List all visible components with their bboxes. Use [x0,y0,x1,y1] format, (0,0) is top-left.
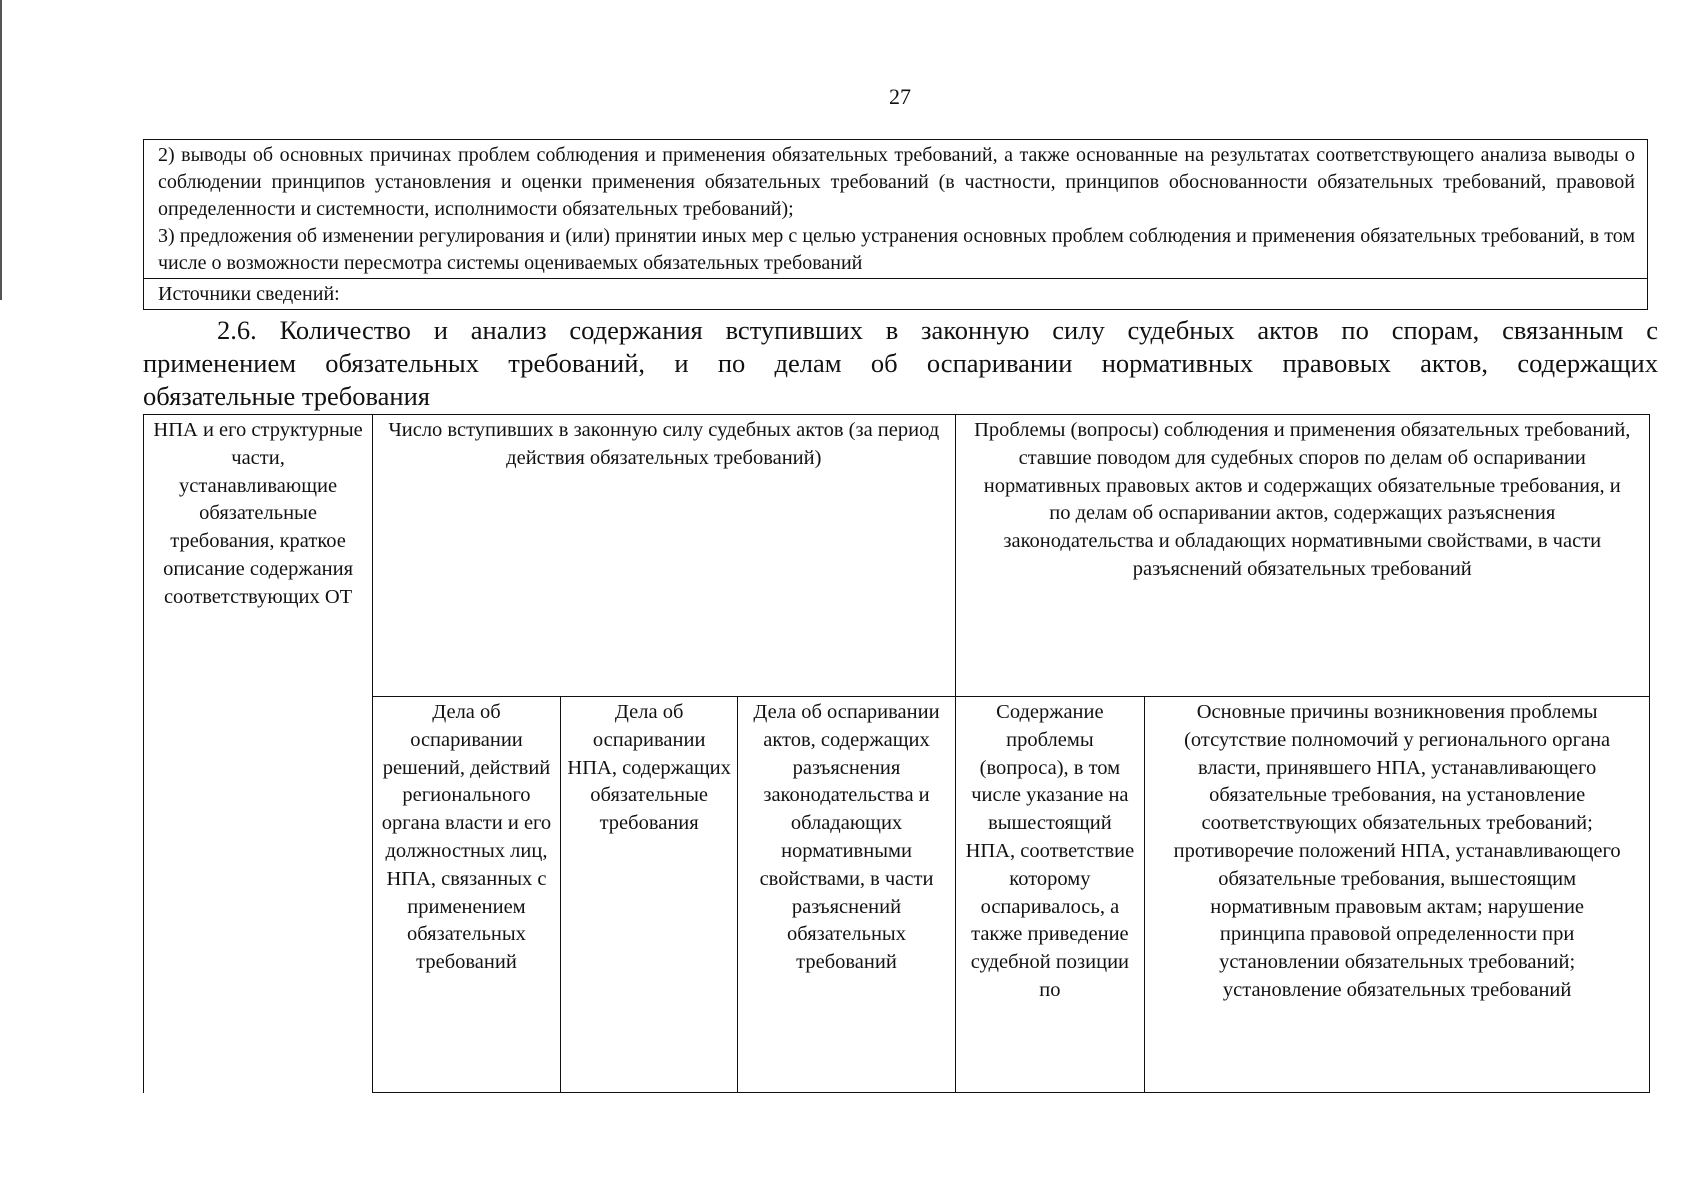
section-heading [143,314,1658,413]
subheader-cases-npa: Дела об оспаривании НПА, содержащих обязательные требования [560,697,738,1093]
section-heading-line-2: применением обязательных требований, и по делам об оспаривании нормативных правовых актов, содержащих [143,348,1658,378]
item-3-text: 3) предложения об изменении регулирования и (или) принятии иных мер с целью устранения основных проблем соблюдения и применения обязательных требований, в том числе о возможности пересмотра системы оцениваемых обязательных требований [158,225,1635,274]
header-problems: Проблемы (вопросы) соблюдения и применения обязательных требований, ставшие поводом для судебных споров по делам об оспаривании нормативных правовых актов и содержащих обязательные требования, и по делам об оспаривании актов, содержащих разъяснения законодательства и обладающих нормативными свойствами, в части разъяснений обязательных требований [955,415,1649,697]
scan-edge [0,0,2,300]
section-heading-line-1: 2.6. Количество и анализ содержания вступивших в законную силу судебных актов по спорам, связанным с [217,315,1658,345]
analysis-conclusions-box [143,139,1648,310]
subheader-cases-decisions: Дела об оспаривании решений, действий регионального органа власти и его должностных лиц, НПА, связанных с применением обязательных требований [373,697,561,1093]
item-2-text: 2) выводы об основных причинах проблем соблюдения и применения обязательных требований, а также основанные на результатах соответствующего анализа выводы о соблюдении принципов установления и оценки применения обязательных требований (в частности, принципов обоснованности обязательных требований, правовой определенности и системности, исполнимости обязательных требований); [158,144,1635,220]
sources-cell: Источники сведений: [144,279,1648,310]
subheader-problem-content: Содержание проблемы (вопроса), в том числе указание на вышестоящий НПА, соответствие которому оспаривалось, а также приведение судебной позиции по [955,697,1145,1093]
conclusions-cell [144,140,1648,279]
header-npa-structural-parts: НПА и его структурные части, устанавливающие обязательные требования, краткое описание содержания соответствующих ОТ [144,415,373,1093]
subheader-main-reasons: Основные причины возникновения проблемы (отсутствие полномочий у регионального органа власти, принявшего НПА, устанавливающего обязательные требования, на установление соответствующих обязательных требований; противоречие положений НПА, устанавливающего обязательные требования, вышестоящим нормативным правовым актам; нарушение принципа правовой определенности при установлении обязательных требований; установление обязательных требований [1145,697,1650,1093]
section-heading-line-3: обязательные требования [143,381,430,411]
page-number: 27 [889,84,911,109]
header-court-acts-count: Число вступивших в законную силу судебных актов (за период действия обязательных требований) [373,415,955,697]
court-acts-table [143,414,1650,1093]
subheader-cases-acts: Дела об оспаривании актов, содержащих разъяснения законодательства и обладающих нормативными свойствами, в части разъяснений обязательных требований [738,697,955,1093]
